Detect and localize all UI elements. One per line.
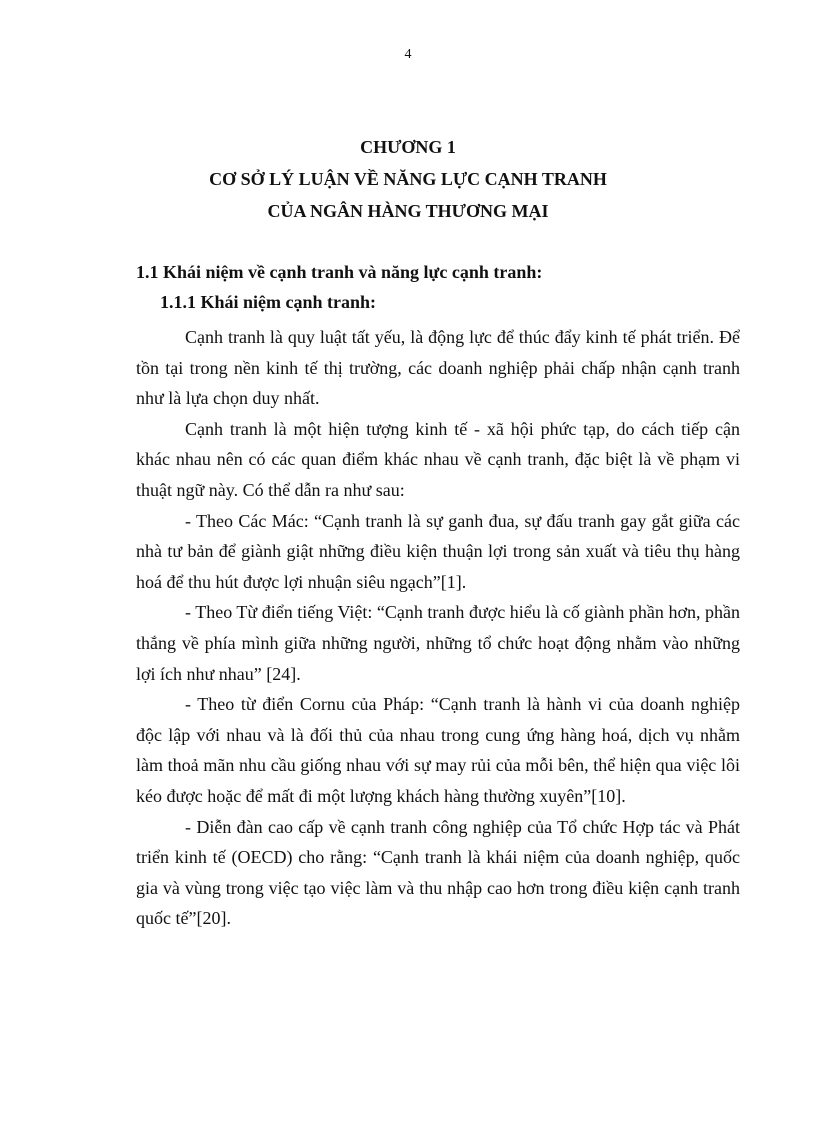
paragraph: - Diễn đàn cao cấp về cạnh tranh công nghiệp của Tổ chức Hợp tác và Phát triển kinh tế (OECD) cho rằng: “Cạnh tranh là khái niệm của doanh nghiệp, quốc gia và vùng trong việc tạo việc làm và thu nhập cao hơn trong điều kiện cạnh tranh quốc tế”[20]. <box>136 816 740 929</box>
chapter-title-block <box>0 132 816 227</box>
paragraph: Cạnh tranh là quy luật tất yếu, là động lực để thúc đẩy kinh tế phát triển. Để tồn tại trong nền kinh tế thị trường, các doanh nghiệp phải chấp nhận cạnh tranh như là lựa chọn duy nhất. <box>136 327 740 409</box>
body-text <box>136 322 740 934</box>
chapter-title-line-1: CƠ SỞ LÝ LUẬN VỀ NĂNG LỰC CẠNH TRANH <box>209 169 607 189</box>
paragraph: - Theo Từ điển tiếng Việt: “Cạnh tranh được hiểu là cố giành phần hơn, phần thắng về phía mình giữa những người, những tổ chức hoạt động nhằm vào những lợi ích như nhau” [24]. <box>136 602 740 684</box>
chapter-title-line-2: CỦA NGÂN HÀNG THƯƠNG MẠI <box>267 201 549 221</box>
paragraph: - Theo Các Mác: “Cạnh tranh là sự ganh đua, sự đấu tranh gay gắt giữa các nhà tư bản để giành giật những điều kiện thuận lợi trong sản xuất và tiêu thụ hàng hoá để thu hút được lợi nhuận siêu ngạch”[1]. <box>136 510 740 592</box>
paragraph: - Theo từ điển Cornu của Pháp: “Cạnh tranh là hành vi của doanh nghiệp độc lập với nhau và là đối thủ của nhau trong cung ứng hàng hoá, dịch vụ nhằm làm thoả mãn nhu cầu giống nhau với sự may rủi của mỗi bên, thể hiện qua việc lôi kéo được hoặc để mất đi một lượng khách hàng thường xuyên”[10]. <box>136 694 740 806</box>
subsection-heading: 1.1.1 Khái niệm cạnh tranh: <box>160 292 377 312</box>
paragraph: Cạnh tranh là một hiện tượng kinh tế - xã hội phức tạp, do cách tiếp cận khác nhau nên có các quan điểm khác nhau về cạnh tranh, đặc biệt là về phạm vi thuật ngữ này. Có thể dẫn ra như sau: <box>136 418 740 500</box>
section-heading: 1.1 Khái niệm về cạnh tranh và năng lực cạnh tranh: <box>136 262 543 282</box>
page-number: 4 <box>404 47 412 62</box>
chapter-label: CHƯƠNG 1 <box>360 137 456 157</box>
